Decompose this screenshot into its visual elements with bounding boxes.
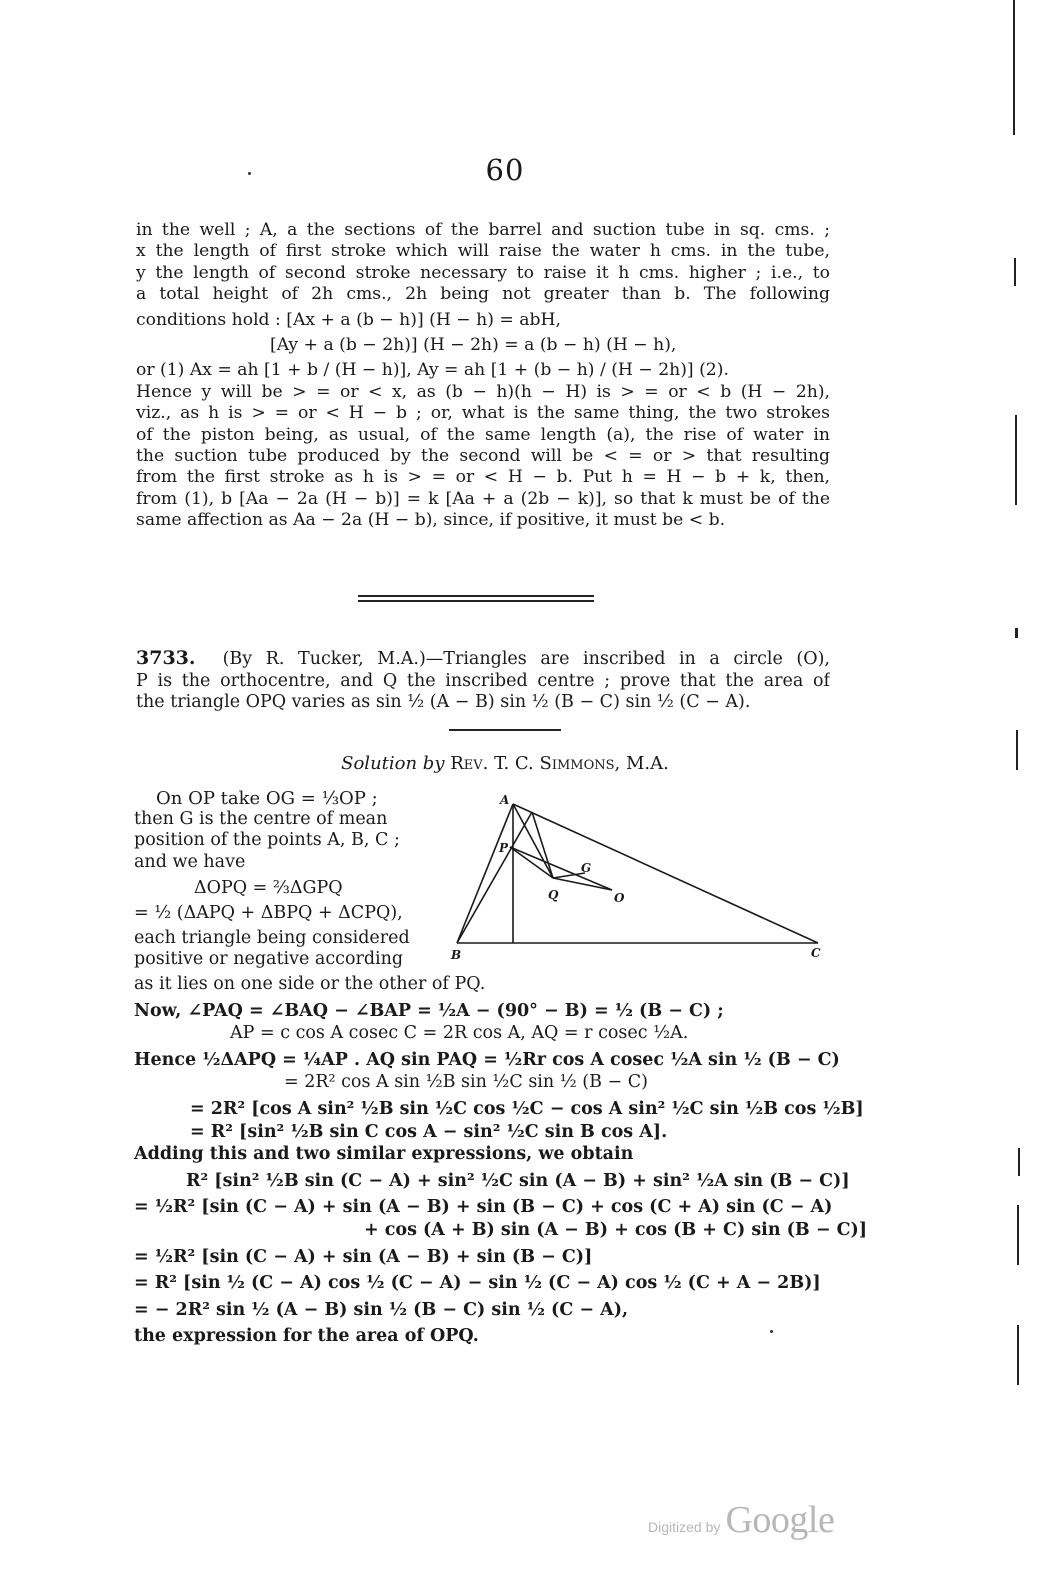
text-line: = ½ (ΔAPQ + ΔBPQ + ΔCPQ), (134, 903, 403, 924)
label-A: A (500, 793, 510, 807)
text-line: from the first stroke as h is > = or < H − b. Put h = H − b + k, then, (136, 467, 830, 488)
question-block (136, 648, 830, 714)
text-line: Adding this and two similar expressions, we obtain (134, 1144, 634, 1165)
text-line: in the well ; A, a the sections of the barrel and suction tube in sq. cms. ; (136, 220, 830, 240)
text-line: ΔOPQ = ⅔ΔGPQ (194, 877, 343, 898)
equation-line: R² [sin² ½B sin (C − A) + sin² ½C sin (A − B) + sin² ½A sin (B − C)] (186, 1170, 850, 1191)
short-divider (449, 729, 561, 731)
continued-paragraph (136, 220, 830, 532)
question-line: the triangle OPQ varies as sin ½ (A − B) sin ½ (B − C) sin ½ (C − A). (136, 692, 751, 713)
equation-line: AP = c cos A cosec C = 2R cos A, AQ = r cosec ½A. (230, 1023, 689, 1044)
equation-line: = 2R² [cos A sin² ½B sin ½C cos ½C − cos A sin² ½C sin ½B cos ½B] (190, 1098, 864, 1119)
label-Q: Q (548, 888, 559, 902)
line-PO (510, 847, 612, 890)
text-line: On OP take OG = ⅓OP ; (156, 788, 378, 809)
label-O: O (614, 891, 625, 905)
equation-line: Now, ∠PAQ = ∠BAQ − ∠BAP = ½A − (90° − B) = ½ (B − C) ; (134, 1000, 724, 1021)
text-line: same affection as Aa − 2a (H − b), since, if positive, it must be < b. (136, 510, 726, 531)
scan-edge-mark (1016, 730, 1018, 770)
equation-line: + cos (A + B) sin (A − B) + cos (B + C) sin (B − C)] (364, 1219, 868, 1240)
scan-edge-mark (1015, 628, 1018, 638)
question-number: 3733. (136, 648, 196, 669)
equation-line: = R² [sin ½ (C − A) cos ½ (C − A) − sin ½ (C − A) cos ½ (C + A − 2B)] (134, 1273, 821, 1294)
scan-edge-mark (1017, 1325, 1019, 1385)
equation-line: = 2R² cos A sin ½B sin ½C sin ½ (B − C) (284, 1072, 648, 1093)
solution-title: Solution by Rev. T. C. Simmons, M.A. (341, 753, 669, 774)
equation-line: = ½R² [sin (C − A) + sin (A − B) + sin (B − C) + cos (C + A) sin (C − A) (134, 1197, 833, 1218)
scan-edge-mark (1017, 1205, 1019, 1265)
text-line: Hence y will be > = or < x, as (b − h)(h − H) is > = or < b (H − 2h), (136, 381, 830, 402)
scan-edge-mark (1015, 415, 1017, 505)
text-line: a total height of 2h cms., 2h being not greater than b. The following (136, 284, 830, 305)
page-number: 60 (485, 153, 525, 187)
scan-edge-mark (1018, 1148, 1020, 1176)
text-line: each triangle being considered (134, 928, 410, 949)
triangle-figure (440, 790, 840, 965)
digitized-watermark: Digitized by Google (648, 1499, 835, 1541)
text-line: and we have (134, 851, 246, 872)
solution-left-column (134, 788, 434, 971)
solution-body (134, 973, 868, 1348)
question-line: P is the orthocentre, and Q the inscribed centre ; prove that the area of (136, 670, 830, 691)
section-divider (358, 595, 594, 597)
line-AC (513, 804, 818, 943)
equation-line: Hence ½ΔAPQ = ¼AP . AQ sin PAQ = ½Rr cos A cosec ½A sin ½ (B − C) (134, 1049, 840, 1070)
text-line: the suction tube produced by the second will be < = or > that resulting (136, 446, 830, 467)
text-line: y the length of second stroke necessary to raise it h cms. higher ; i.e., to (136, 262, 830, 283)
text-line: position of the points A, B, C ; (134, 830, 400, 851)
google-logo: Google (725, 1499, 835, 1541)
text-line: as it lies on one side or the other of PQ. (134, 974, 486, 994)
text-line: the expression for the area of OPQ. (134, 1326, 479, 1347)
equation-line: = ½R² [sin (C − A) + sin (A − B) + sin (B − C)] (134, 1246, 593, 1267)
text-line: then G is the centre of mean (134, 809, 388, 830)
text-line: of the piston being, as usual, of the same length (a), the rise of water in (136, 424, 830, 445)
text-line: viz., as h is > = or < H − b ; or, what is the same thing, the two strokes (136, 403, 830, 424)
equation-line: = R² [sin² ½B sin C cos A − sin² ½C sin B cos A]. (190, 1121, 668, 1142)
section-divider (358, 600, 594, 602)
label-G: G (581, 861, 592, 875)
line-QO (553, 878, 612, 890)
text-line: [Ay + a (b − 2h)] (H − 2h) = a (b − h) (H − h), (270, 335, 677, 356)
text-line: x the length of first stroke which will raise the water h cms. in the tube, (136, 241, 830, 262)
text-line: conditions hold : [Ax + a (b − h)] (H − h) = abH, (136, 309, 561, 330)
text-line: from (1), b [Aa − 2a (H − b)] = k [Aa + a (2b − k)], so that k must be of the (136, 488, 830, 509)
question-line: 3733. (By R. Tucker, M.A.)—Triangles are inscribed in a circle (O), (136, 648, 830, 669)
label-P: P (499, 841, 509, 855)
label-B: B (451, 948, 462, 962)
text-line: or (1) Ax = ah [1 + b / (H − h)], Ay = ah [1 + (b − h) / (H − 2h)] (2). (136, 360, 729, 381)
text-line: positive or negative according (134, 949, 404, 970)
scan-edge-mark (1013, 0, 1015, 135)
altitude-B (457, 812, 532, 943)
label-C: C (811, 946, 821, 960)
scan-edge-mark (1014, 258, 1016, 286)
line-AB (457, 804, 513, 943)
equation-line: = − 2R² sin ½ (A − B) sin ½ (B − C) sin ½ (C − A), (134, 1299, 629, 1320)
